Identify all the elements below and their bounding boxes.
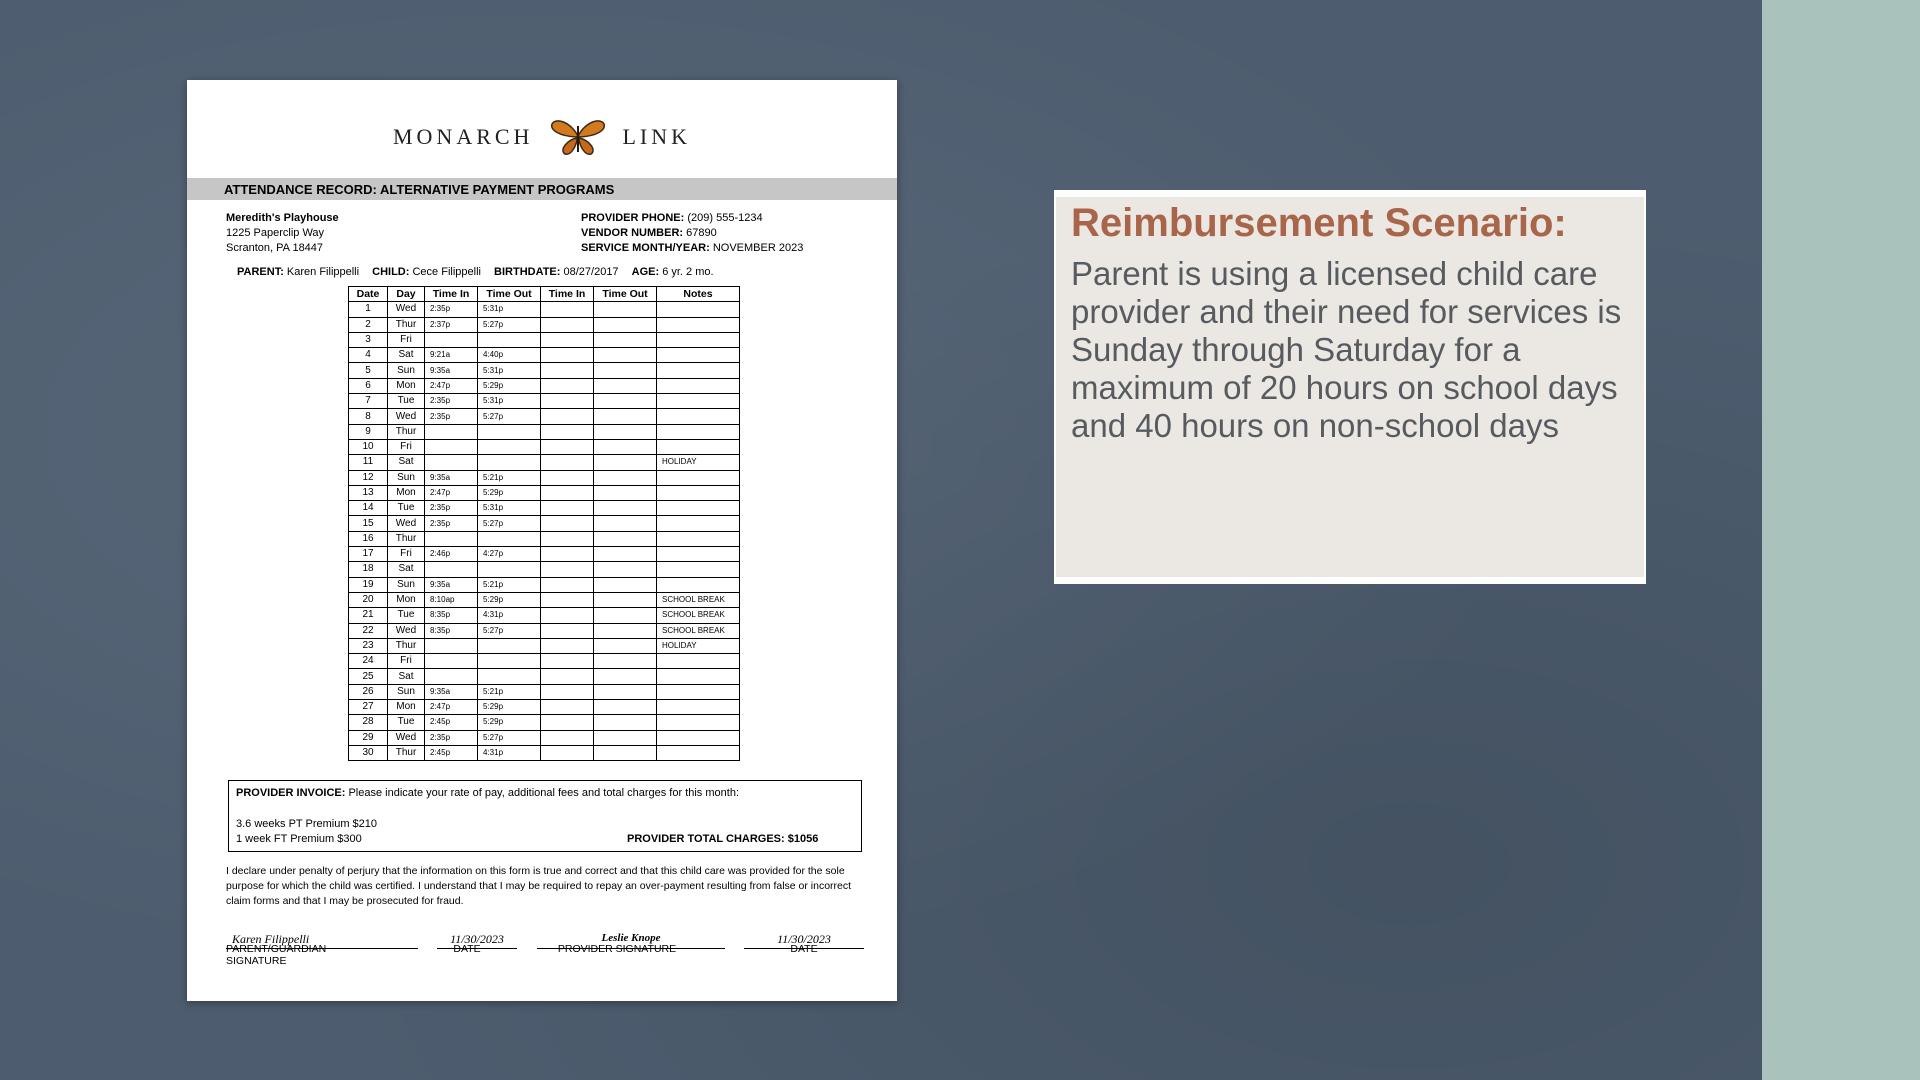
table-cell: Mon <box>388 485 425 500</box>
provider-signature-date: 11/30/2023 <box>777 932 831 946</box>
table-cell: Thur <box>388 745 425 760</box>
table-cell: 2:35p <box>425 516 478 531</box>
table-cell <box>541 348 594 363</box>
table-cell: 29 <box>349 730 388 745</box>
table-cell <box>425 439 478 454</box>
table-row <box>349 409 740 424</box>
table-cell <box>657 317 740 332</box>
parent-signature-date: 11/30/2023 <box>450 932 504 946</box>
table-cell <box>594 302 657 317</box>
table-cell <box>541 409 594 424</box>
provider-name: Meredith's Playhouse <box>226 212 339 224</box>
table-row <box>349 455 740 470</box>
table-row <box>349 730 740 745</box>
table-cell: 17 <box>349 547 388 562</box>
table-cell <box>541 700 594 715</box>
table-cell <box>657 348 740 363</box>
table-cell: Fri <box>388 654 425 669</box>
table-cell <box>541 654 594 669</box>
table-cell: 25 <box>349 669 388 684</box>
table-cell <box>657 730 740 745</box>
table-cell <box>594 577 657 592</box>
attendance-table <box>348 286 740 761</box>
parent-signature: Karen Filippelli <box>232 932 310 946</box>
table-cell: Fri <box>388 547 425 562</box>
table-cell: 4:31p <box>478 608 541 623</box>
table-cell: Thur <box>388 638 425 653</box>
column-header: Day <box>388 287 425 302</box>
provider-signature: Leslie Knope <box>601 932 661 944</box>
table-row <box>349 531 740 546</box>
table-cell: 5:21p <box>478 684 541 699</box>
table-cell: Mon <box>388 378 425 393</box>
table-cell: 2:46p <box>425 547 478 562</box>
table-cell: 5:27p <box>478 516 541 531</box>
declaration-text: I declare under penalty of perjury that the information on this form is true and correct and that this child care was provided for the sole purpose for which the child was certified. I understand that I may be required to repay an over-payment resulting from false or incorrect claim forms and that I may be prosecuted for fraud. <box>226 865 852 907</box>
table-cell: Sun <box>388 684 425 699</box>
table-cell: 16 <box>349 531 388 546</box>
table-cell <box>541 455 594 470</box>
table-cell <box>478 455 541 470</box>
table-cell: 5:29p <box>478 592 541 607</box>
month-label: SERVICE MONTH/YEAR: <box>581 242 710 254</box>
table-cell <box>657 684 740 699</box>
table-cell: Mon <box>388 700 425 715</box>
table-cell <box>594 745 657 760</box>
logo-right-text: LINK <box>622 124 691 150</box>
table-cell: Tue <box>388 394 425 409</box>
table-cell <box>541 623 594 638</box>
scenario-text-box <box>1054 190 1646 584</box>
provider-address1: 1225 Paperclip Way <box>226 227 325 239</box>
table-cell <box>594 730 657 745</box>
table-cell <box>478 332 541 347</box>
table-cell: 5:31p <box>478 501 541 516</box>
table-cell: Thur <box>388 317 425 332</box>
table-cell <box>657 745 740 760</box>
month-value: NOVEMBER 2023 <box>712 242 804 254</box>
table-cell: Tue <box>388 608 425 623</box>
phone-label: PROVIDER PHONE: <box>581 212 685 224</box>
table-cell: 2:37p <box>425 317 478 332</box>
table-cell <box>594 700 657 715</box>
table-cell <box>657 302 740 317</box>
age-label: AGE: <box>631 266 660 278</box>
table-cell <box>594 332 657 347</box>
table-row <box>349 394 740 409</box>
table-cell <box>425 669 478 684</box>
table-cell <box>425 654 478 669</box>
table-cell: Wed <box>388 730 425 745</box>
table-cell: 2:35p <box>425 730 478 745</box>
table-cell <box>657 332 740 347</box>
table-cell <box>594 378 657 393</box>
table-cell: Sun <box>388 577 425 592</box>
table-cell <box>594 608 657 623</box>
table-cell <box>594 470 657 485</box>
table-cell <box>541 715 594 730</box>
table-cell: 8:10ap <box>425 592 478 607</box>
table-cell: 8:35p <box>425 608 478 623</box>
table-cell: 2:35p <box>425 302 478 317</box>
table-cell: Wed <box>388 302 425 317</box>
table-cell: Sat <box>388 562 425 577</box>
table-cell: 23 <box>349 638 388 653</box>
table-cell <box>541 531 594 546</box>
table-cell: 11 <box>349 455 388 470</box>
table-cell <box>478 531 541 546</box>
table-cell: 5:31p <box>478 363 541 378</box>
table-cell: 4:27p <box>478 547 541 562</box>
table-cell <box>657 562 740 577</box>
attendance-document <box>187 80 897 1001</box>
table-cell <box>594 684 657 699</box>
table-cell <box>425 638 478 653</box>
table-cell <box>594 424 657 439</box>
table-cell <box>478 669 541 684</box>
table-cell <box>541 501 594 516</box>
phone-value: (209) 555-1234 <box>687 212 763 224</box>
table-cell <box>541 363 594 378</box>
table-cell: 5:21p <box>478 470 541 485</box>
table-cell: 1 <box>349 302 388 317</box>
table-row <box>349 363 740 378</box>
table-cell: 13 <box>349 485 388 500</box>
table-cell: 5 <box>349 363 388 378</box>
table-cell <box>594 654 657 669</box>
table-cell: Wed <box>388 516 425 531</box>
table-cell <box>657 531 740 546</box>
parent-label: PARENT: <box>237 266 284 278</box>
table-row <box>349 623 740 638</box>
child-label: CHILD: <box>372 266 410 278</box>
table-cell: 10 <box>349 439 388 454</box>
table-cell: 5:21p <box>478 577 541 592</box>
table-cell <box>657 654 740 669</box>
birthdate-label: BIRTHDATE: <box>494 266 561 278</box>
table-cell <box>541 638 594 653</box>
table-cell: 5:29p <box>478 485 541 500</box>
table-cell: Mon <box>388 592 425 607</box>
table-row <box>349 317 740 332</box>
table-cell <box>657 700 740 715</box>
table-cell <box>541 332 594 347</box>
table-cell: 2:47p <box>425 700 478 715</box>
table-cell: 2:47p <box>425 485 478 500</box>
provider-info-block <box>581 211 803 256</box>
table-cell <box>657 394 740 409</box>
table-cell <box>657 439 740 454</box>
table-cell <box>594 669 657 684</box>
table-cell <box>425 531 478 546</box>
table-cell <box>594 516 657 531</box>
table-row <box>349 470 740 485</box>
table-row <box>349 424 740 439</box>
table-cell: 5:27p <box>478 730 541 745</box>
table-cell <box>541 608 594 623</box>
provider-address2: Scranton, PA 18447 <box>226 242 324 254</box>
vendor-label: VENDOR NUMBER: <box>581 227 684 239</box>
table-cell: 5:29p <box>478 378 541 393</box>
table-row <box>349 715 740 730</box>
table-cell <box>657 409 740 424</box>
table-cell: 20 <box>349 592 388 607</box>
invoice-line-2: 1 week FT Premium $300 <box>236 833 362 845</box>
table-cell: 4:31p <box>478 745 541 760</box>
table-cell <box>594 715 657 730</box>
table-cell <box>657 547 740 562</box>
column-header: Notes <box>657 287 740 302</box>
table-cell <box>657 669 740 684</box>
table-cell: 15 <box>349 516 388 531</box>
child-info-line <box>237 266 714 278</box>
table-cell <box>594 485 657 500</box>
table-cell <box>541 730 594 745</box>
table-cell <box>541 424 594 439</box>
table-row <box>349 439 740 454</box>
table-cell <box>657 501 740 516</box>
table-cell <box>594 501 657 516</box>
table-cell: 14 <box>349 501 388 516</box>
table-cell: 7 <box>349 394 388 409</box>
table-cell: 4:40p <box>478 348 541 363</box>
table-cell: Fri <box>388 332 425 347</box>
form-title: ATTENDANCE RECORD: ALTERNATIVE PAYMENT PROGRAMS <box>224 182 615 197</box>
table-row <box>349 700 740 715</box>
table-cell <box>657 516 740 531</box>
table-cell: Thur <box>388 531 425 546</box>
table-row <box>349 654 740 669</box>
table-cell: 21 <box>349 608 388 623</box>
age-value: 6 yr. 2 mo. <box>662 266 714 278</box>
table-row <box>349 547 740 562</box>
table-row <box>349 516 740 531</box>
table-cell: Tue <box>388 715 425 730</box>
table-cell <box>657 424 740 439</box>
scenario-body: Parent is using a licensed child care provider and their need for services is Sunday through Saturday for a maximum of 20 hours on school days and 40 hours on non-school days <box>1071 255 1622 444</box>
table-cell: SCHOOL BREAK <box>657 623 740 638</box>
table-row <box>349 485 740 500</box>
table-cell <box>594 592 657 607</box>
table-cell <box>657 470 740 485</box>
table-cell: 28 <box>349 715 388 730</box>
table-cell: 5:29p <box>478 715 541 730</box>
invoice-line-1: 3.6 weeks PT Premium $210 <box>236 818 378 830</box>
table-cell: 8:35p <box>425 623 478 638</box>
table-row <box>349 302 740 317</box>
table-cell <box>478 424 541 439</box>
table-row <box>349 669 740 684</box>
column-header: Time In <box>541 287 594 302</box>
table-cell: 27 <box>349 700 388 715</box>
birthdate-value: 08/27/2017 <box>563 266 619 278</box>
table-cell <box>541 470 594 485</box>
table-cell: Wed <box>388 623 425 638</box>
table-cell <box>478 562 541 577</box>
table-cell: Fri <box>388 439 425 454</box>
table-cell <box>541 378 594 393</box>
table-cell <box>541 302 594 317</box>
table-cell <box>594 562 657 577</box>
table-cell <box>478 439 541 454</box>
vendor-value: 67890 <box>686 227 717 239</box>
table-cell <box>594 638 657 653</box>
sidebar-strip <box>1762 0 1920 1080</box>
logo-left-text: MONARCH <box>392 124 534 150</box>
table-row <box>349 577 740 592</box>
table-cell: 5:27p <box>478 623 541 638</box>
table-cell: 5:27p <box>478 317 541 332</box>
table-cell: 22 <box>349 623 388 638</box>
table-cell <box>594 531 657 546</box>
parent-date-label: DATE <box>453 943 481 955</box>
table-cell: 9:35a <box>425 684 478 699</box>
table-row <box>349 745 740 760</box>
table-cell: 5:27p <box>478 409 541 424</box>
table-cell: 19 <box>349 577 388 592</box>
invoice-text: Please indicate your rate of pay, additional fees and total charges for this month: <box>348 787 739 799</box>
table-cell: 12 <box>349 470 388 485</box>
child-value: Cece Filippelli <box>412 266 481 278</box>
table-cell: Sat <box>388 455 425 470</box>
table-row <box>349 638 740 653</box>
table-row <box>349 378 740 393</box>
table-cell <box>541 592 594 607</box>
invoice-total: PROVIDER TOTAL CHARGES: $1056 <box>627 833 819 845</box>
scenario-title: Reimbursement Scenario: <box>1071 201 1567 245</box>
table-cell <box>541 684 594 699</box>
column-header: Time Out <box>478 287 541 302</box>
column-header: Time In <box>425 287 478 302</box>
table-cell <box>541 317 594 332</box>
table-cell: 2:45p <box>425 745 478 760</box>
table-cell <box>594 547 657 562</box>
table-cell: SCHOOL BREAK <box>657 608 740 623</box>
table-cell: Sun <box>388 363 425 378</box>
table-cell: 18 <box>349 562 388 577</box>
table-cell <box>425 424 478 439</box>
table-cell: 9:35a <box>425 470 478 485</box>
table-row <box>349 608 740 623</box>
table-cell: 9:35a <box>425 577 478 592</box>
table-cell <box>541 394 594 409</box>
table-row <box>349 684 740 699</box>
table-cell: Sat <box>388 669 425 684</box>
table-cell: 5:31p <box>478 302 541 317</box>
table-row <box>349 332 740 347</box>
table-cell: Sat <box>388 348 425 363</box>
table-row <box>349 562 740 577</box>
table-cell: 2 <box>349 317 388 332</box>
table-cell <box>425 562 478 577</box>
table-cell: 9:21a <box>425 348 478 363</box>
table-cell: 9:35a <box>425 363 478 378</box>
table-cell <box>541 562 594 577</box>
attendance-table-header <box>349 287 740 302</box>
table-row <box>349 592 740 607</box>
table-cell: 2:35p <box>425 394 478 409</box>
table-cell: 30 <box>349 745 388 760</box>
table-cell <box>657 378 740 393</box>
table-cell <box>594 348 657 363</box>
table-cell: HOLIDAY <box>657 455 740 470</box>
table-cell <box>541 669 594 684</box>
table-cell <box>541 745 594 760</box>
table-cell: Thur <box>388 424 425 439</box>
column-header: Date <box>349 287 388 302</box>
parent-signature-label: PARENT/GUARDIAN SIGNATURE <box>226 943 327 967</box>
table-row <box>349 348 740 363</box>
table-cell <box>425 455 478 470</box>
provider-date-label: DATE <box>790 943 818 955</box>
table-cell: 4 <box>349 348 388 363</box>
table-cell: Tue <box>388 501 425 516</box>
invoice-label: PROVIDER INVOICE: <box>236 787 346 799</box>
table-cell <box>594 317 657 332</box>
table-cell: 6 <box>349 378 388 393</box>
table-cell: 26 <box>349 684 388 699</box>
table-cell: 24 <box>349 654 388 669</box>
parent-value: Karen Filippelli <box>286 266 360 278</box>
table-cell: 5:31p <box>478 394 541 409</box>
table-cell: 5:29p <box>478 700 541 715</box>
table-cell <box>594 455 657 470</box>
table-cell <box>478 654 541 669</box>
table-cell <box>594 363 657 378</box>
table-cell <box>541 516 594 531</box>
table-cell <box>541 577 594 592</box>
table-cell <box>594 409 657 424</box>
table-cell <box>594 623 657 638</box>
table-cell <box>594 439 657 454</box>
butterfly-icon <box>549 116 607 162</box>
table-cell <box>657 715 740 730</box>
table-cell: 2:35p <box>425 409 478 424</box>
table-cell: Wed <box>388 409 425 424</box>
table-cell: 2:35p <box>425 501 478 516</box>
attendance-table-body <box>349 302 740 761</box>
table-cell <box>541 439 594 454</box>
table-cell <box>541 547 594 562</box>
table-cell <box>657 485 740 500</box>
provider-signature-label: PROVIDER SIGNATURE <box>557 943 677 955</box>
table-cell: HOLIDAY <box>657 638 740 653</box>
table-cell: 9 <box>349 424 388 439</box>
table-cell <box>594 394 657 409</box>
table-cell <box>541 485 594 500</box>
form-title-bar <box>187 178 897 200</box>
table-row <box>349 501 740 516</box>
provider-invoice-box <box>228 780 862 852</box>
table-cell <box>657 363 740 378</box>
column-header: Time Out <box>594 287 657 302</box>
table-cell: 2:47p <box>425 378 478 393</box>
table-cell: 2:45p <box>425 715 478 730</box>
invoice-heading <box>236 787 739 799</box>
table-cell: SCHOOL BREAK <box>657 592 740 607</box>
table-cell <box>425 332 478 347</box>
monarch-link-logo <box>187 116 897 162</box>
table-cell <box>657 577 740 592</box>
table-cell <box>478 638 541 653</box>
provider-address-block <box>226 211 339 256</box>
table-cell: 3 <box>349 332 388 347</box>
table-cell: Sun <box>388 470 425 485</box>
table-cell: 8 <box>349 409 388 424</box>
